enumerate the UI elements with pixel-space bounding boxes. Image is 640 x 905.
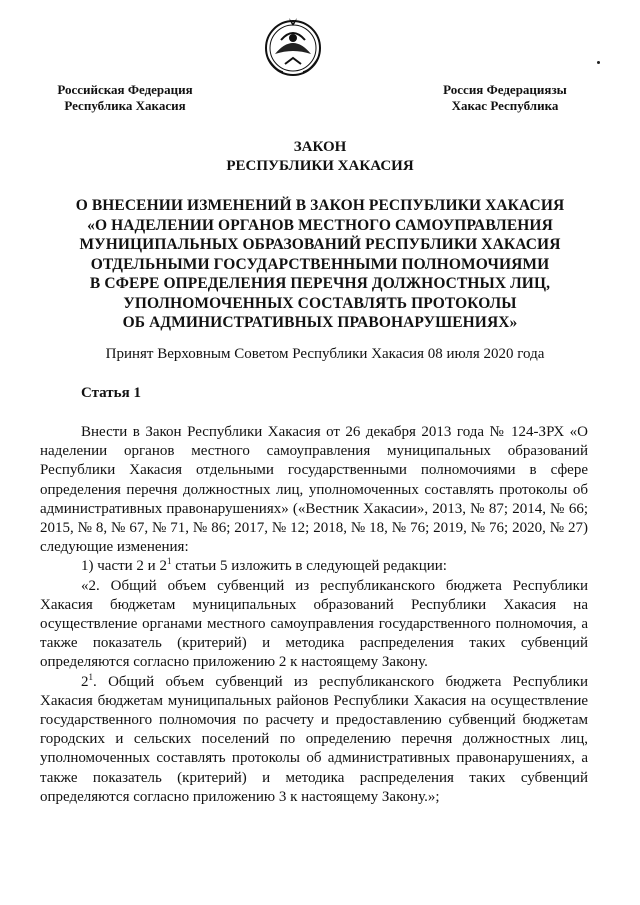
document-region: РЕСПУБЛИКИ ХАКАСИЯ — [226, 158, 414, 174]
header-left-block — [40, 82, 210, 114]
paragraph-text: . Общий объем субвенций из республиканского бюджета Республики Хакасия бюджетам муниципальных районов Республики Хакасия на осуществление государственного полномочия по расчету и предоставлению субвенций бюджетам городских и сельских поселений по определению перечня должностных лиц, уполномоченных составлять протоколы об административных правонарушениях, а также показатель (критерий) и методика распределения таких субвенций определяются согласно приложению 3 к настоящему Закону.»; — [40, 673, 588, 805]
heading-line: ОБ АДМИНИСТРАТИВНЫХ ПРАВОНАРУШЕНИЯХ» — [122, 314, 518, 331]
heading-line: МУНИЦИПАЛЬНЫХ ОБРАЗОВАНИЙ РЕСПУБЛИКИ ХАКАСИЯ — [79, 236, 561, 253]
document-type: ЗАКОН — [293, 139, 347, 155]
paragraph — [40, 673, 588, 807]
law-heading — [40, 196, 600, 333]
header-right-block — [420, 82, 590, 114]
heading-line: О ВНЕСЕНИИ ИЗМЕНЕНИЙ В ЗАКОН РЕСПУБЛИКИ ХАКАСИЯ — [75, 197, 565, 214]
paragraph: Внести в Закон Республики Хакасия от 26 декабря 2013 года № 124-ЗРХ «О наделении органов местного самоуправления муниципальных образований Республики Хакасия отдельными государственными полномочиями в сфере определения перечня должностных лиц, уполномоченных составлять протоколы об административных правонарушениях» («Вестник Хакасии», 2013, № 87; 2014, № 66; 2015, № 8, № 67, № 71, № 86; 2017, № 12; 2018, № 18, № 76; 2019, № 76; 2020, № 27) следующие изменения: — [40, 424, 588, 556]
republic-of-khakassia-emblem-icon — [263, 14, 323, 80]
paragraph: «2. Общий объем субвенций из республиканского бюджета Республики Хакасия бюджетам муниципальных образований Республики Хакасия на осуществление органами местного самоуправления государственного полномочия, а также показатель (критерий) и методика распределения таких субвенций определяются согласно приложению 2 к настоящему Закону. — [40, 577, 588, 671]
superscript: 1 — [166, 556, 172, 567]
article-heading: Статья 1 — [81, 385, 141, 401]
header-right-line: Россия Федерациязы — [443, 82, 567, 97]
scan-speck — [597, 61, 600, 64]
header-right-line: Хакас Республика — [451, 98, 559, 113]
paragraph-text: 1) части 2 и 2 — [81, 558, 167, 575]
paragraph-text: 2 — [81, 673, 89, 690]
paragraph-text: статьи 5 изложить в следующей редакции: — [171, 558, 447, 575]
heading-line: ОТДЕЛЬНЫМИ ГОСУДАРСТВЕННЫМИ ПОЛНОМОЧИЯМИ — [90, 255, 550, 273]
header-left-line: Республика Хакасия — [64, 98, 186, 113]
header-left-line: Российская Федерация — [57, 82, 193, 97]
paragraph — [40, 557, 588, 576]
heading-line: В СФЕРЕ ОПРЕДЕЛЕНИЯ ПЕРЕЧНЯ ДОЛЖНОСТНЫХ ЛИЦ, — [89, 275, 551, 292]
superscript: 1 — [88, 671, 93, 682]
adoption-statement: Принят Верховным Советом Республики Хакасия 08 июля 2020 года — [105, 346, 545, 362]
heading-line: «О НАДЕЛЕНИИ ОРГАНОВ МЕСТНОГО САМОУПРАВЛЕНИЯ — [87, 216, 553, 234]
article-body — [40, 423, 588, 807]
heading-line: УПОЛНОМОЧЕННЫХ СОСТАВЛЯТЬ ПРОТОКОЛЫ — [123, 294, 517, 312]
